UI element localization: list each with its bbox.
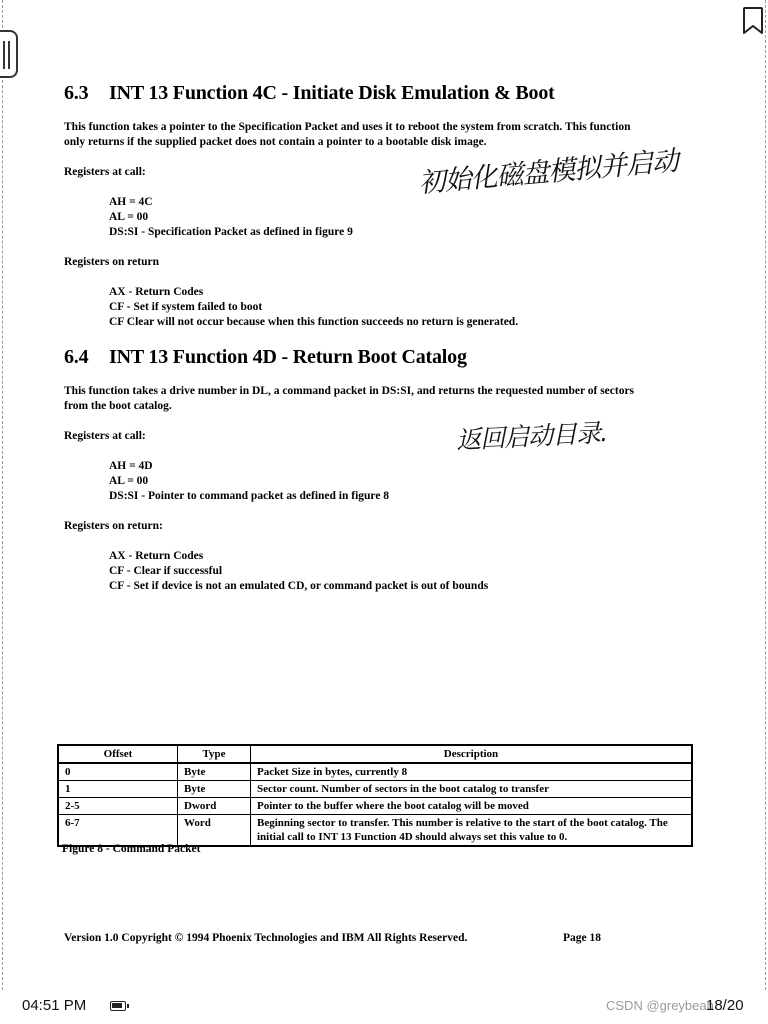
table-cell-description: Beginning sector to transfer. This number is relative to the start of the boot catalog. The initial call to INT 13 Function 4D should always set this value to 0. (251, 815, 693, 847)
table-cell-description: Packet Size in bytes, currently 8 (251, 763, 693, 781)
side-menu-icon[interactable] (0, 30, 18, 78)
table-cell-description: Sector count. Number of sectors in the boot catalog to transfer (251, 781, 693, 798)
table-row (58, 798, 692, 815)
section-6-3-registers-call-label: Registers at call: (64, 166, 146, 178)
section-6-4-heading (64, 346, 467, 369)
footer-page-number: Page 18 (563, 932, 602, 944)
section-6-4-return-reg: CF - Clear if successful (109, 565, 223, 577)
command-packet-table (57, 744, 693, 847)
table-header-description: Description (251, 745, 693, 763)
table-cell-offset: 0 (58, 763, 178, 781)
table-cell-offset: 1 (58, 781, 178, 798)
section-6-3-return-reg: CF Clear will not occur because when this function succeeds no return is generated. (109, 316, 519, 328)
section-6-4-call-reg: DS:SI - Pointer to command packet as defined in figure 8 (109, 490, 390, 502)
section-6-3-registers-return-label: Registers on return (64, 256, 159, 268)
table-header-offset: Offset (58, 745, 178, 763)
battery-icon (110, 1001, 126, 1011)
table-row (58, 781, 692, 798)
table-header-row (58, 745, 692, 763)
page-border-right (765, 0, 766, 990)
section-6-4-number: 6.4 (64, 346, 89, 368)
table-cell-offset: 2-5 (58, 798, 178, 815)
section-6-4-return-reg: CF - Set if device is not an emulated CD, or command packet is out of bounds (109, 580, 489, 592)
handwritten-note-6-3: 初始化磁盘模拟并启动 (417, 145, 680, 200)
section-6-3-return-reg: CF - Set if system failed to boot (109, 301, 263, 313)
section-6-3-call-reg: AL = 00 (109, 211, 149, 223)
section-6-4-registers-call-label: Registers at call: (64, 430, 146, 442)
figure-caption: Figure 8 - Command Packet (62, 843, 201, 855)
csdn-watermark: CSDN @greybean (606, 998, 714, 1013)
footer-copyright: Version 1.0 Copyright © 1994 Phoenix Technologies and IBM All Rights Reserved. (64, 932, 468, 944)
table-cell-type: Byte (178, 763, 251, 781)
section-6-3-return-reg: AX - Return Codes (109, 286, 204, 298)
page-counter[interactable]: 18/20 (706, 997, 744, 1014)
section-6-4-title: INT 13 Function 4D - Return Boot Catalog (109, 346, 467, 368)
status-time: 04:51 PM (22, 997, 87, 1014)
table-header-type: Type (178, 745, 251, 763)
section-6-4-call-reg: AH = 4D (109, 460, 153, 472)
section-6-3-number: 6.3 (64, 82, 89, 104)
section-6-3-intro-line2: only returns if the supplied packet does not contain a pointer to a bootable disk image. (64, 136, 487, 148)
table-cell-description: Pointer to the buffer where the boot catalog will be moved (251, 798, 693, 815)
section-6-3-heading (64, 82, 555, 105)
section-6-4-call-reg: AL = 00 (109, 475, 149, 487)
page-border-left (2, 0, 3, 990)
table-row (58, 763, 692, 781)
table-cell-type: Word (178, 815, 251, 847)
table-cell-offset: 6-7 (58, 815, 178, 847)
table-cell-type: Dword (178, 798, 251, 815)
section-6-3-title: INT 13 Function 4C - Initiate Disk Emulation & Boot (109, 82, 555, 104)
section-6-4-intro-line2: from the boot catalog. (64, 400, 172, 412)
section-6-3-call-reg: AH = 4C (109, 196, 153, 208)
section-6-4-return-reg: AX - Return Codes (109, 550, 204, 562)
handwritten-note-6-4: 返回启动目录. (455, 418, 608, 455)
section-6-3-intro-line1: This function takes a pointer to the Specification Packet and uses it to reboot the system from scratch. This function (64, 121, 631, 133)
section-6-4-intro-line1: This function takes a drive number in DL, a command packet in DS:SI, and returns the requested number of sectors (64, 385, 635, 397)
bookmark-icon[interactable] (742, 6, 764, 36)
section-6-3-call-reg: DS:SI - Specification Packet as defined in figure 9 (109, 226, 353, 238)
table-row (58, 815, 692, 847)
table-cell-type: Byte (178, 781, 251, 798)
section-6-4-registers-return-label: Registers on return: (64, 520, 163, 532)
